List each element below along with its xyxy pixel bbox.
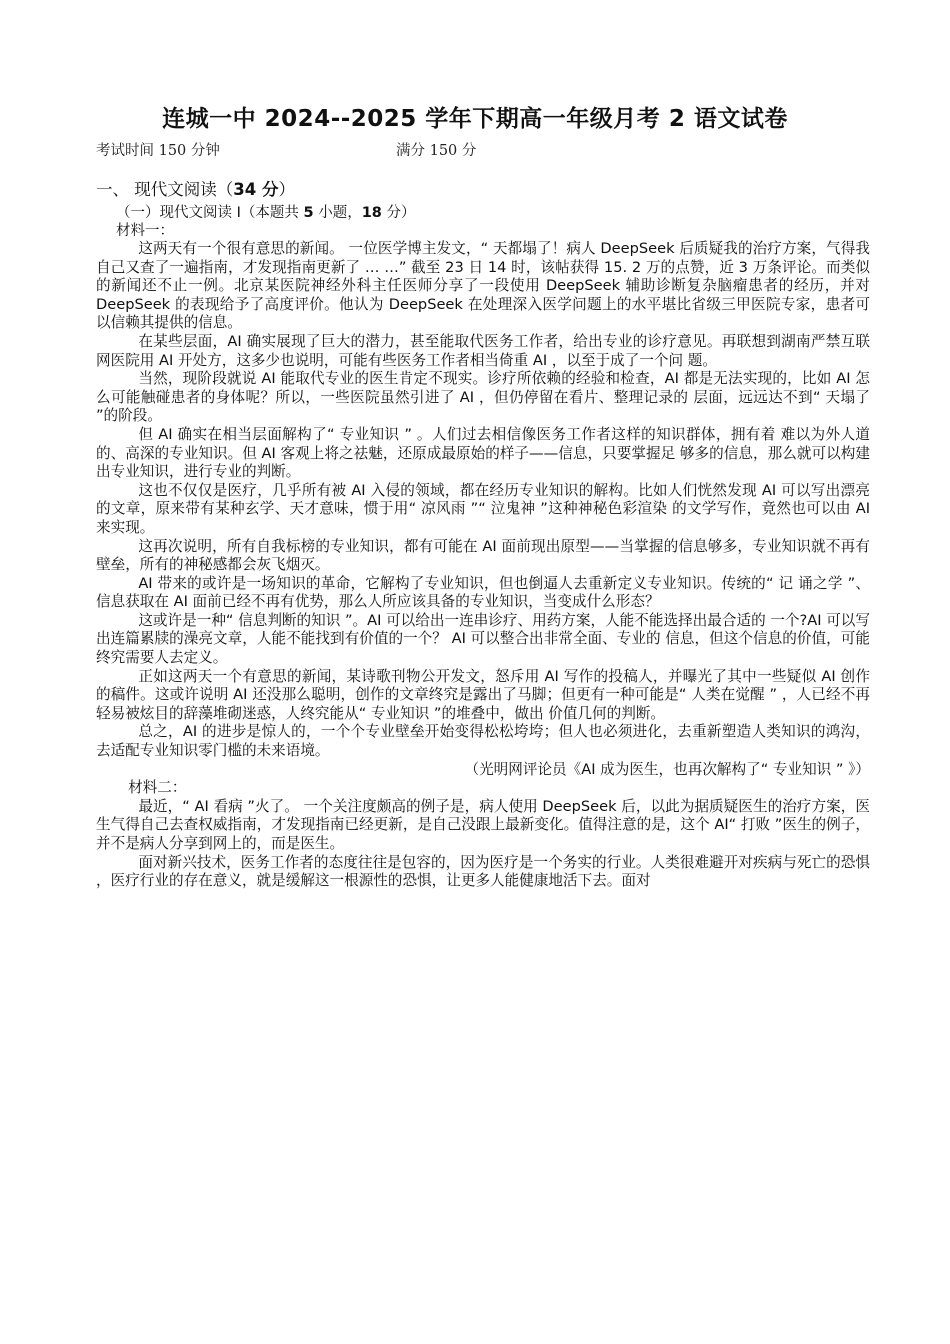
- section-title: 一、 现代文阅读（: [96, 180, 234, 199]
- section-score: 34 分: [233, 180, 279, 199]
- subsection-lead: （一）现代文阅读 I（本题共: [116, 205, 304, 221]
- subsection-mid: 小题，: [313, 205, 362, 221]
- material1-paragraph: 当然，现阶段就说 AI 能取代专业的医生肯定不现实。诊疗所依赖的经验和检查，AI 都是无法实现的，比如 AI 怎么可能触碰患者的身体呢？所以，一些医院虽然引进了 AI ，但仍停留在看片、整理记录的 层面，远远达不到“ 天塌了 ”的阶段。: [96, 370, 870, 425]
- section-title-end: ）: [278, 180, 295, 199]
- subsection-tail: 分） 材料一：: [116, 205, 416, 239]
- material1-paragraph: 总之，AI 的进步是惊人的，一个个专业壁垒开始变得松松垮垮；但人也必须进化，去重新塑造人类知识的鸿沟，去适配专业知识零门槛的未来语境。: [96, 723, 870, 760]
- material1-paragraph: 正如这两天一个有意思的新闻，某诗歌刊物公开发文，怒斥用 AI 写作的投稿人，并曝光了其中一些疑似 AI 创作的稿件。这或许说明 AI 还没那么聪明，创作的文章终究是露出了马脚；但更有一种可能是“ 人类在觉醒 ” ，人已经不再轻易被炫目的辞藻堆砌迷惑，人终究能从“ 专业知识 ”的堆叠中，做出 价值几何的判断。: [96, 667, 870, 722]
- material1-paragraph: 这两天有一个很有意思的新闻。 一位医学博主发文，“ 天都塌了！病人 DeepSeek 后质疑我的治疗方案，气得我自己又查了一遍指南，才发现指南更新了 … …” 截至 23 日 14 时，该帖获得 15. 2 万的点赞，近 3 万条评论。而类似的新闻还不止一例。北京某医院神经外科主任医师分享了一段使用 DeepSeek 辅助诊断复杂脑瘤患者的经历，并对 DeepSeek 的表现给予了高度评价。他认为 DeepSeek 在处理深入医学问题上的水平堪比省级三甲医院专家，患者可以信赖其提供的信息。: [96, 240, 870, 332]
- material2-paragraph: 最近，“ AI 看病 ”火了。 一个关注度颇高的例子是，病人使用 DeepSeek 后，以此为据质疑医生的治疗方案，医生气得自己去查权威指南，才发现指南已经更新，是自己没跟上最新变化。值得注意的是，这个 AI“ 打败 ”医生的例子，并不是病人分享到网上的，而是医生。: [96, 797, 870, 852]
- material1-paragraph: AI 带来的或许是一场知识的革命，它解构了专业知识，但也倒逼人去重新定义专业知识。传统的“ 记 诵之学 ”、信息获取在 AI 面前已经不再有优势，那么人所应该具备的专业知识，当变成什么形态？: [96, 574, 870, 611]
- full-score: 满分 150 分: [396, 143, 477, 159]
- exam-meta: [96, 139, 476, 160]
- material2-paragraph: 面对新兴技术，医务工作者的态度往往是包容的，因为医疗是一个务实的行业。人类很难避开对疾病与死亡的恐惧 ，医疗行业的存在意义，就是缓解这一根源性的恐惧，让更多人能健康地活下去。面对: [96, 853, 870, 890]
- material1-source: （光明网评论员《AI 成为医生，也再次解构了“ 专业知识 ” 》）: [464, 760, 870, 778]
- section-heading: [96, 176, 295, 200]
- material2-label: 材料二：: [128, 779, 187, 797]
- material1-paragraph: 这也不仅仅是医疗，几乎所有被 AI 入侵的领域，都在经历专业知识的解构。比如人们恍然发现 AI 可以写出漂亮的文章，原来带有某种玄学、天才意味，惯于用“ 凉风雨 ”“ 泣鬼神 ”这种神秘色彩渲染 的文学写作，竟然也可以由 AI 来实现。: [96, 481, 870, 536]
- exam-time: 考试时间 150 分钟: [96, 143, 220, 159]
- exam-title: 连城一中 2024--2025 学年下期高一年级月考 2 语文试卷: [162, 106, 788, 132]
- subsection-heading: [116, 204, 426, 240]
- material1-paragraph: 在某些层面，AI 确实展现了巨大的潜力，甚至能取代医务工作者，给出专业的诊疗意见。再联想到湖南严禁互联网医院用 AI 开处方，这多少也说明，可能有些医务工作者相当倚重 AI ，以至于成了一个问 题。: [96, 332, 870, 369]
- subsection-count: 5: [303, 205, 314, 221]
- passage-body: [96, 240, 870, 891]
- material1-paragraph: 这再次说明，所有自我标榜的专业知识，都有可能在 AI 面前现出原型——当掌握的信息够多，专业知识就不再有壁垒，所有的神秘感都会灰飞烟灭。: [96, 537, 870, 574]
- material1-paragraph: 这或许是一种“ 信息判断的知识 ”。AI 可以给出一连串诊疗、用药方案，人能不能选择出最合适的 一个?AI 可以写出连篇累牍的澡亮文章，人能不能找到有价值的一个？ AI 可以整合出非常全面、专业的 信息，但这个信息的价值，可能终究需要人去定义。: [96, 611, 870, 667]
- material1-paragraph: 但 AI 确实在相当层面解构了“ 专业知识 ” 。人们过去相信像医务工作者这样的知识群体，拥有着 难以为外人道的、高深的专业知识。但 AI 客观上将之祛魅，还原成最原始的样子——信息，只要掌握足 够多的信息，那么就可以构建出专业知识，进行专业的判断。: [96, 425, 870, 481]
- subsection-score: 18: [361, 205, 382, 221]
